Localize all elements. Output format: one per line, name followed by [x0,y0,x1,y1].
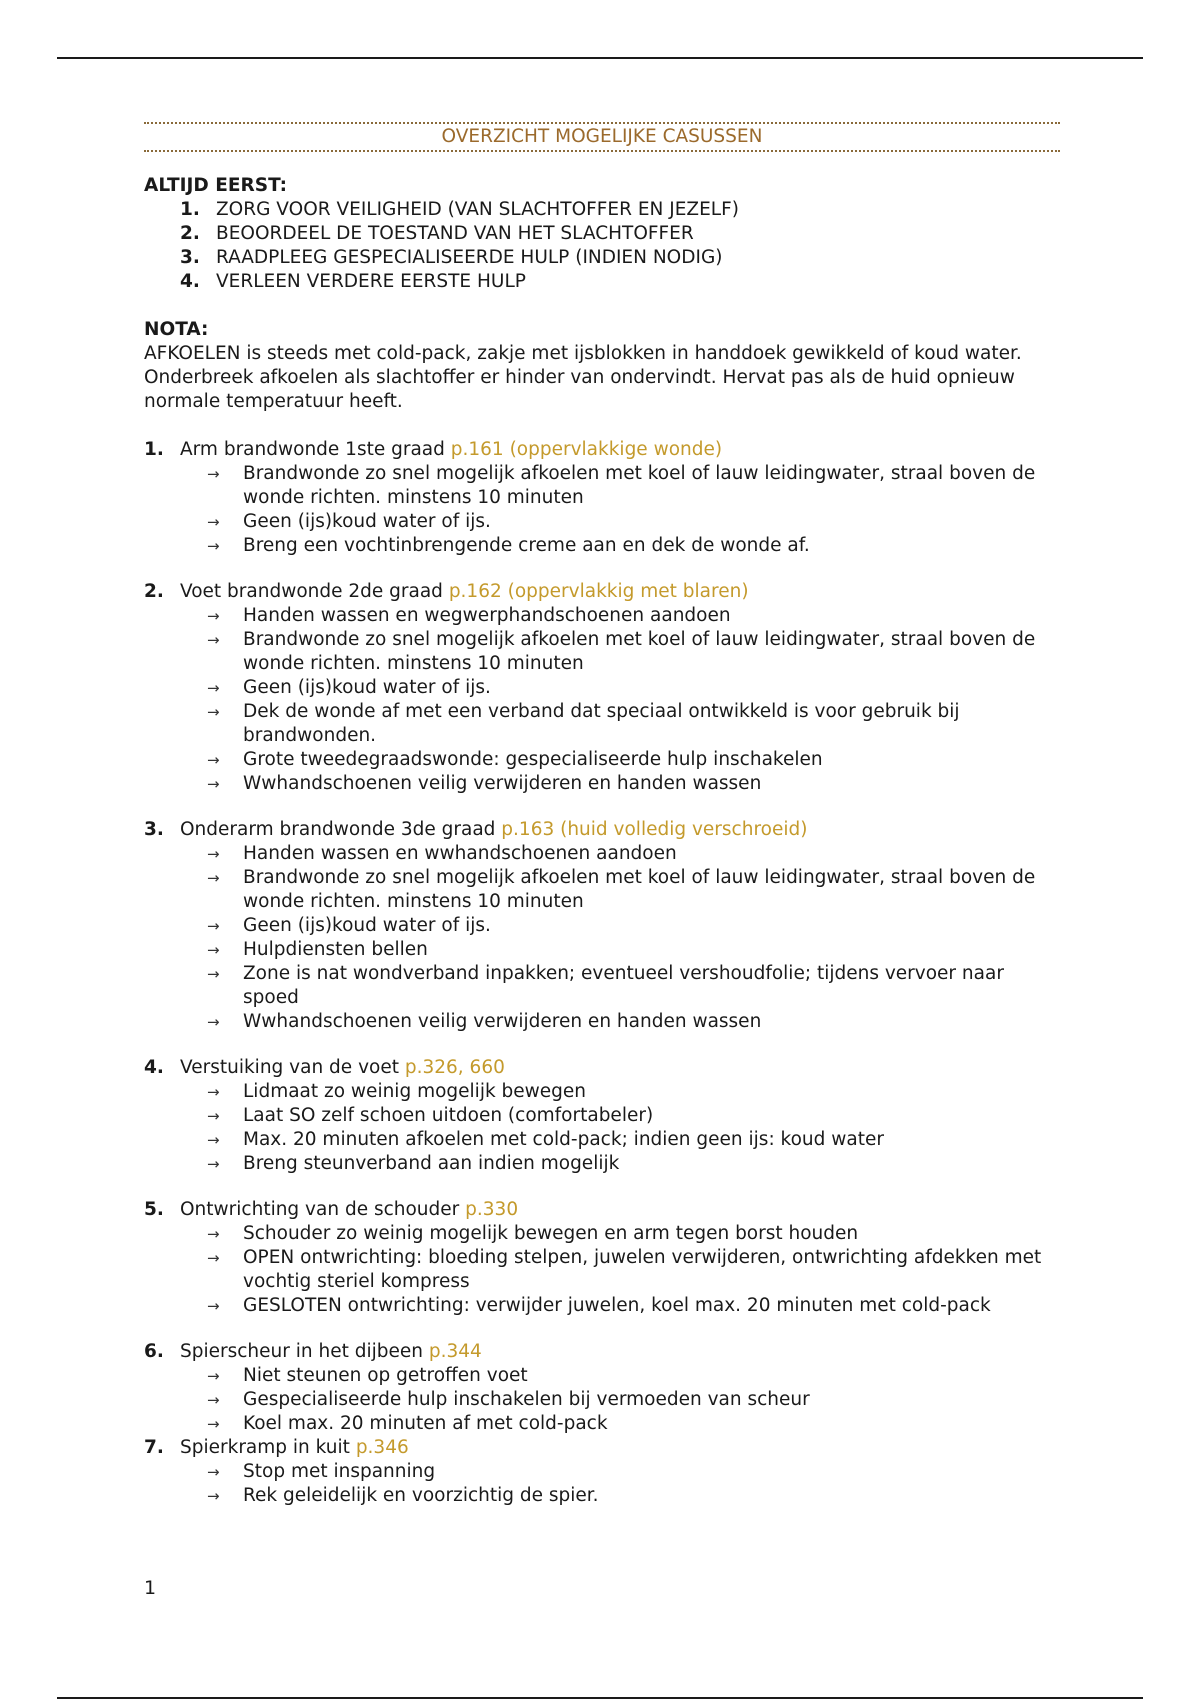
arrow-icon: → [207,631,220,649]
list-item [144,1246,1060,1294]
page-reference: p.346 [355,1437,409,1458]
arrow-icon: → [207,607,220,625]
case-section [144,580,1060,796]
list-item [144,1294,1060,1318]
list-item [144,1460,1060,1484]
case-title-text: Ontwrichting van de schouder [180,1199,466,1220]
bullet-text: Brandwonde zo snel mogelijk afkoelen met koel of lauw leidingwater, straal boven de wonde richten. minstens 10 minuten [243,867,1036,912]
case-section [144,1340,1060,1436]
bullet-text: Zone is nat wondverband inpakken; eventueel vershoudfolie; tijdens vervoer naar spoed [243,963,1004,1008]
list-item [144,534,1060,558]
arrow-icon: → [207,679,220,697]
case-section [144,1056,1060,1176]
altijd-list [144,198,1060,294]
case-title [144,1198,1060,1222]
bullet-list [144,842,1060,1034]
list-item [144,1388,1060,1412]
list-item [144,1222,1060,1246]
case-title [144,1340,1060,1364]
arrow-icon: → [207,537,220,555]
arrow-icon: → [207,1225,220,1243]
list-item: 2. BEOORDEEL DE TOESTAND VAN HET SLACHTOFFER [180,223,694,244]
list-item [144,748,1060,772]
bullet-text: Grote tweedegraadswonde: gespecialiseerde hulp inschakelen [243,749,823,770]
case-title [144,1436,1060,1460]
case-number: 2. [144,581,164,602]
case-title [144,1056,1060,1080]
page-reference: p.344 [428,1341,482,1362]
arrow-icon: → [207,465,220,483]
list-item [144,772,1060,796]
bullet-text: Dek de wonde af met een verband dat speciaal ontwikkeld is voor gebruik bij brandwonden. [243,701,960,746]
case-number: 4. [144,1057,164,1078]
list-item [144,842,1060,866]
list-item [144,938,1060,962]
page-reference: p.326, 660 [404,1057,505,1078]
list-item [144,1080,1060,1104]
bullet-list [144,604,1060,796]
arrow-icon: → [207,869,220,887]
bullet-text: Wwhandschoenen veilig verwijderen en handen wassen [243,1011,762,1032]
bullet-text: Handen wassen en wegwerphandschoenen aandoen [243,605,731,626]
bullet-text: Geen (ijs)koud water of ijs. [243,677,491,698]
bullet-text: Laat SO zelf schoen uitdoen (comfortabeler) [243,1105,654,1126]
arrow-icon: → [207,513,220,531]
list-item [144,1152,1060,1176]
case-title-text: Onderarm brandwonde 3de graad [180,819,502,840]
list-item [144,628,1060,676]
list-item [144,914,1060,938]
bullet-text: Gespecialiseerde hulp inschakelen bij vermoeden van scheur [243,1389,810,1410]
page-top-rule [57,57,1143,59]
bullet-list [144,1080,1060,1176]
arrow-icon: → [207,1107,220,1125]
bullet-text: Wwhandschoenen veilig verwijderen en handen wassen [243,773,762,794]
list-item [144,1128,1060,1152]
case-number: 1. [144,439,164,460]
bullet-text: Max. 20 minuten afkoelen met cold-pack; indien geen ijs: koud water [243,1129,884,1150]
list-item [144,1364,1060,1388]
bullet-text: Koel max. 20 minuten af met cold-pack [243,1413,608,1434]
arrow-icon: → [207,1367,220,1385]
case-number: 3. [144,819,164,840]
bullet-text: Rek geleidelijk en voorzichtig de spier. [243,1485,599,1506]
arrow-icon: → [207,1415,220,1433]
list-item: 3. RAADPLEEG GESPECIALISEERDE HULP (INDIEN NODIG) [180,247,723,268]
page-reference: p.161 (oppervlakkige wonde) [450,439,723,460]
list-item [144,462,1060,510]
arrow-icon: → [207,703,220,721]
arrow-icon: → [207,775,220,793]
document-body [144,122,1060,1508]
arrow-icon: → [207,1131,220,1149]
case-title-text: Spierkramp in kuit [180,1437,356,1458]
arrow-icon: → [207,941,220,959]
case-section [144,818,1060,1034]
arrow-icon: → [207,751,220,769]
bullet-list [144,462,1060,558]
bullet-text: Geen (ijs)koud water of ijs. [243,511,491,532]
case-section [144,1198,1060,1318]
list-item: 4. VERLEEN VERDERE EERSTE HULP [180,271,526,292]
list-item [144,1412,1060,1436]
arrow-icon: → [207,965,220,983]
list-item [144,866,1060,914]
case-title [144,580,1060,604]
case-number: 7. [144,1437,164,1458]
bullet-text: OPEN ontwrichting: bloeding stelpen, juwelen verwijderen, ontwrichting afdekken met vochtig steriel kompress [243,1247,1042,1292]
bullet-text: Schouder zo weinig mogelijk bewegen en arm tegen borst houden [243,1223,859,1244]
case-section [144,1436,1060,1508]
page-bottom-rule [57,1697,1143,1699]
list-item: 1. ZORG VOOR VEILIGHEID (VAN SLACHTOFFER EN JEZELF) [180,199,739,220]
bullet-text: Breng steunverband aan indien mogelijk [243,1153,620,1174]
bullet-text: Handen wassen en wwhandschoenen aandoen [243,843,677,864]
bullet-text: GESLOTEN ontwrichting: verwijder juwelen, koel max. 20 minuten met cold-pack [243,1295,991,1316]
page-reference: p.163 (huid volledig verschroeid) [501,819,808,840]
arrow-icon: → [207,1249,220,1267]
altijd-heading: ALTIJD EERST: [144,175,288,196]
arrow-icon: → [207,1083,220,1101]
case-title-text: Spierscheur in het dijbeen [180,1341,429,1362]
cases-list [144,438,1060,1508]
case-title [144,438,1060,462]
arrow-icon: → [207,1463,220,1481]
list-item [144,510,1060,534]
list-item [144,700,1060,748]
bullet-text: Niet steunen op getroffen voet [243,1365,528,1386]
case-section [144,438,1060,558]
case-title-text: Verstuiking van de voet [180,1057,405,1078]
arrow-icon: → [207,845,220,863]
case-number: 5. [144,1199,164,1220]
arrow-icon: → [207,1297,220,1315]
arrow-icon: → [207,917,220,935]
list-item [144,676,1060,700]
page-reference: p.330 [465,1199,519,1220]
case-title [144,818,1060,842]
bullet-text: Lidmaat zo weinig mogelijk bewegen [243,1081,587,1102]
case-title-text: Voet brandwonde 2de graad [180,581,449,602]
bullet-text: Geen (ijs)koud water of ijs. [243,915,491,936]
bullet-list [144,1460,1060,1508]
arrow-icon: → [207,1487,220,1505]
list-item [144,1484,1060,1508]
document-title: OVERZICHT MOGELIJKE CASUSSEN [144,122,1060,152]
bullet-list [144,1364,1060,1436]
case-number: 6. [144,1341,164,1362]
bullet-text: Hulpdiensten bellen [243,939,428,960]
bullet-text: Stop met inspanning [243,1461,436,1482]
page-reference: p.162 (oppervlakkig met blaren) [448,581,749,602]
case-title-text: Arm brandwonde 1ste graad [180,439,451,460]
list-item [144,1010,1060,1034]
list-item [144,1104,1060,1128]
arrow-icon: → [207,1155,220,1173]
bullet-text: Breng een vochtinbrengende creme aan en dek de wonde af. [243,535,810,556]
bullet-list [144,1222,1060,1318]
list-item [144,962,1060,1010]
bullet-text: Brandwonde zo snel mogelijk afkoelen met koel of lauw leidingwater, straal boven de wonde richten. minstens 10 minuten [243,463,1036,508]
bullet-text: Brandwonde zo snel mogelijk afkoelen met koel of lauw leidingwater, straal boven de wonde richten. minstens 10 minuten [243,629,1036,674]
nota-text: AFKOELEN is steeds met cold-pack, zakje met ijsblokken in handdoek gewikkeld of koud water. Onderbreek afkoelen als slachtoffer er hinder van ondervindt. Hervat pas als de huid opnieuw normale temperatuur heeft. [144,343,1022,412]
arrow-icon: → [207,1013,220,1031]
nota-heading: NOTA: [144,319,209,340]
page-number: 1 [144,1577,157,1599]
arrow-icon: → [207,1391,220,1409]
list-item [144,604,1060,628]
